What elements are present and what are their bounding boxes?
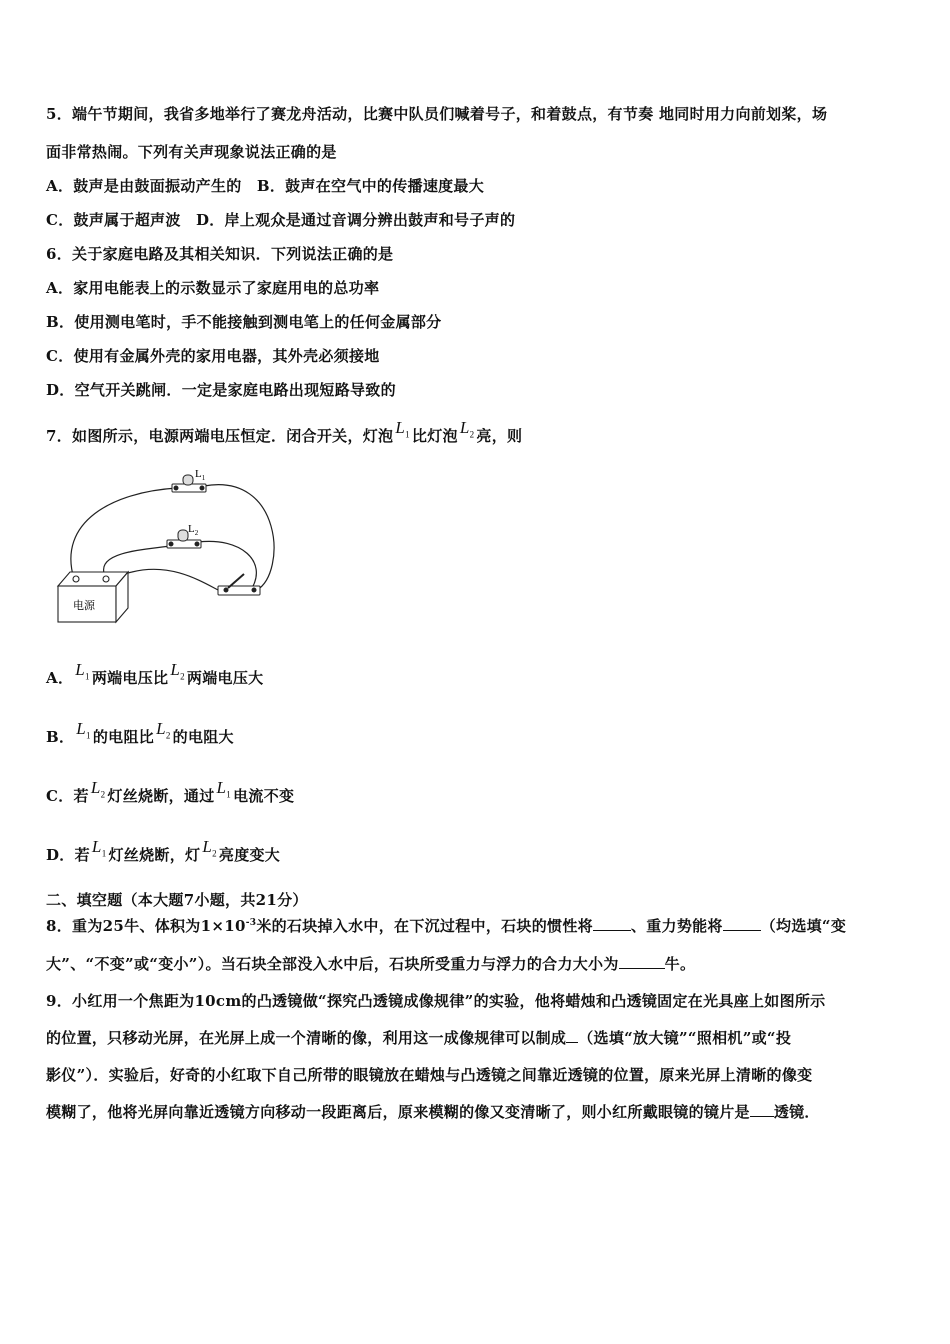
- q8-line2: 大”、“不变”或“变小”）。当石块全部没入水中后，石块所受重力与浮力的合力大小为 牛。: [46, 955, 696, 973]
- symbol-l1: $L_1$: [395, 418, 410, 440]
- q8-blank-potential: [723, 916, 761, 931]
- q6-option-d: D．空气开关跳闸．一定是家庭电路出现短路导致的: [46, 381, 396, 399]
- q8-line1: 8．重为25牛、体积为$1\times 10^{-3}$米的石块掉入水中，在下沉过程中，石块的惯性将 、重力势能将 （均选填“变: [46, 917, 847, 935]
- q7-option-b: B． $L_1$ 的电阻比 $L_2$ 的电阻大: [46, 719, 234, 746]
- label-l2: $L_2$: [188, 523, 199, 537]
- q9-blank-lens: [750, 1102, 774, 1117]
- q9-blank-device: [566, 1028, 578, 1043]
- q7-option-d: D．若 $L_1$ 灯丝烧断，灯 $L_2$ 亮度变大: [46, 837, 281, 864]
- q9-line3: 影仪”）．实验后，好奇的小红取下自己所带的眼镜放在蜡烛与凸透镜之间靠近透镜的位置，原来光屏上清晰的像变: [46, 1066, 813, 1084]
- q9-line2: 的位置，只移动光屏，在光屏上成一个清晰的像，利用这一成像规律可以制成 （选填“放大镜”“照相机”或“投: [46, 1029, 792, 1047]
- wire-battery-to-l1: [71, 488, 177, 579]
- q8-blank-force: [619, 954, 665, 969]
- q6-option-b: B．使用测电笔时，手不能接触到测电笔上的任何金属部分: [46, 313, 442, 331]
- q6-option-c: C．使用有金属外壳的家用电器，其外壳必须接地: [46, 347, 380, 365]
- q9-line1: 9．小红用一个焦距为10cm的凸透镜做“探究凸透镜成像规律”的实验，他将蜡烛和凸透镜固定在光具座上如图所示: [46, 992, 826, 1010]
- q5-options-ab: A．鼓声是由鼓面振动产生的 B．鼓声在空气中的传播速度最大: [46, 177, 485, 195]
- q7-option-a: A． $L_1$ 两端电压比 $L_2$ 两端电压大: [46, 660, 264, 687]
- wire-l2-to-switch: [198, 541, 256, 588]
- q5-stem-line2: 面非常热闹。下列有关声现象说法正确的是: [46, 143, 337, 161]
- q7-stem-c: 亮，则: [476, 427, 523, 445]
- label-l1: $L_1$: [195, 468, 206, 482]
- wire-switch-to-battery: [118, 569, 222, 592]
- q6-option-a: A．家用电能表上的示数显示了家庭用电的总功率: [46, 279, 380, 297]
- power-label: 电源: [73, 599, 95, 612]
- q5-stem-line1: 5．端午节期间，我省多地举行了赛龙舟活动，比赛中队员们喊着号子，和着鼓点，有节奏 地同时用力向前划桨，场: [46, 105, 828, 123]
- wire-l1-to-switch: [204, 485, 274, 590]
- q9-line4: 模糊了，他将光屏向靠近透镜方向移动一段距离后，原来模糊的像又变清晰了，则小红所戴眼镜的镜片是 透镜．: [46, 1103, 820, 1121]
- circuit-diagram: [52, 462, 292, 632]
- q6-stem: 6．关于家庭电路及其相关知识．下列说法正确的是: [46, 245, 394, 263]
- q7-option-c: C．若 $L_2$ 灯丝烧断，通过 $L_1$ 电流不变: [46, 778, 295, 805]
- q7-stem-b: 比灯泡: [411, 427, 458, 445]
- q5-options-cd: C．鼓声属于超声波 D．岸上观众是通过音调分辨出鼓声和号子声的: [46, 211, 516, 229]
- section-title: 二、填空题（本大题7小题，共21分）: [46, 891, 308, 909]
- q7-stem-a: 7．如图所示，电源两端电压恒定．闭合开关，灯泡: [46, 427, 394, 445]
- q7-stem: [46, 418, 523, 447]
- power-supply: [58, 572, 128, 622]
- q8-blank-inertia: [593, 916, 631, 931]
- symbol-l2: $L_2$: [459, 418, 475, 440]
